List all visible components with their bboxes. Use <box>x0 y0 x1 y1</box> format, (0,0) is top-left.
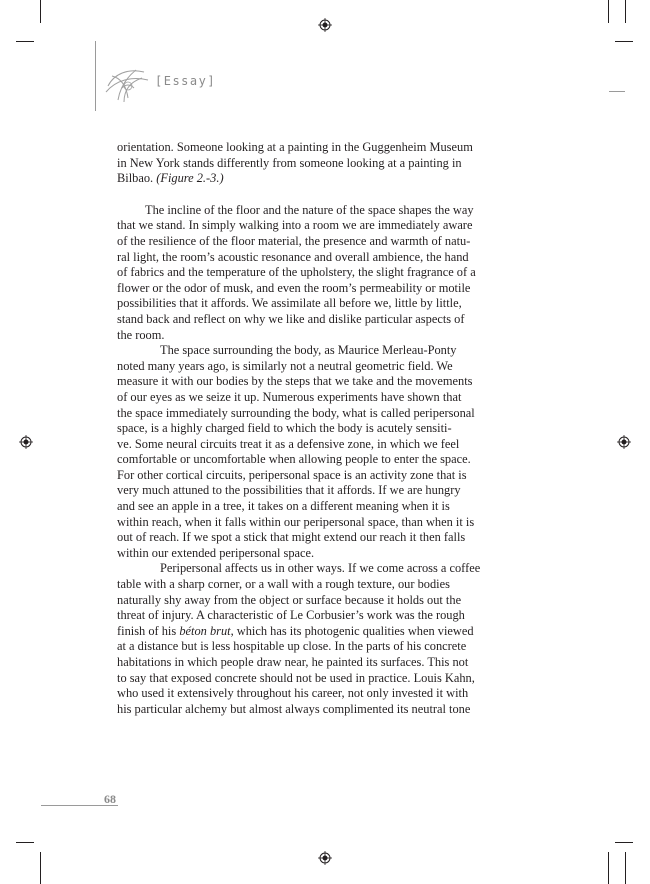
text-line-content: table with a sharp corner, or a wall with a rough texture, our bodies <box>117 577 450 592</box>
text-line <box>117 608 497 624</box>
text-line <box>117 515 497 531</box>
crop-mark-bottom-left-vertical <box>40 852 41 884</box>
crop-mark-top-right-vertical <box>608 0 609 23</box>
text-line-content: and see an apple in a tree, it takes on a different meaning when it is <box>117 499 450 514</box>
text-line <box>117 639 497 655</box>
crop-mark-top-left-vertical <box>40 0 41 23</box>
text-line <box>117 203 497 219</box>
registration-mark-top-icon <box>318 18 332 32</box>
text-line <box>117 437 497 453</box>
crop-mark-top-left-horizontal <box>16 41 34 42</box>
text-line-content: the room. <box>117 327 165 342</box>
text-line <box>117 561 497 577</box>
italic-term: béton brut <box>179 623 231 638</box>
crop-mark-top-right-horizontal <box>615 41 633 42</box>
text-line <box>117 671 497 687</box>
header-vertical-rule <box>95 41 96 111</box>
text-line <box>117 624 497 640</box>
crop-mark-bottom-right-horizontal <box>615 842 633 843</box>
text-line-content: habitations in which people draw near, he painted its surfaces. This not <box>117 655 469 669</box>
text-line-content: very much attuned to the possibilities that it affords. If we are hungry <box>117 483 461 498</box>
text-line-content: that we stand. In simply walking into a room we are immediately aware <box>117 218 473 233</box>
text-line-content: noted many years ago, is similarly not a neutral geometric field. We <box>117 358 453 373</box>
text-line <box>117 250 497 266</box>
text-line <box>117 390 497 406</box>
text-line-content: ve. Some neural circuits treat it as a defensive zone, in which we feel <box>117 436 460 451</box>
text-line <box>117 265 497 281</box>
header-right-rule <box>609 91 625 92</box>
text-line-content: space, is a highly charged field to which the body is acutely sensiti- <box>117 421 452 436</box>
crop-mark-bottom-right-vertical <box>608 852 609 884</box>
text-line-content: stand back and reflect on why we like and dislike particular aspects of <box>117 311 465 326</box>
text-line-content: at a distance but is less hospitable up close. In the parts of his concrete <box>117 639 467 654</box>
text-line <box>117 171 497 187</box>
text-line-content: within our extended peripersonal space. <box>117 545 315 560</box>
figure-reference: (Figure 2.-3.) <box>156 171 224 186</box>
page-number: 68 <box>104 792 116 806</box>
text-line <box>117 593 497 609</box>
text-line-content: who used it extensively throughout his career, not only invested it with <box>117 686 469 701</box>
text-line-content: The space surrounding the body, as Maurice Merleau-Ponty <box>160 343 457 358</box>
text-line-content: in New York stands differently from someone looking at a painting in <box>117 155 462 170</box>
registration-mark-right-icon <box>617 435 631 449</box>
text-line <box>117 530 497 546</box>
text-line-content: the space immediately surrounding the body, what is called peripersonal <box>117 405 475 420</box>
text-line-content: orientation. Someone looking at a painting in the Guggenheim Museum <box>117 140 473 154</box>
registration-mark-bottom-icon <box>318 851 332 865</box>
text-line <box>117 483 497 499</box>
text-line-content: finish of his <box>117 623 180 638</box>
text-line <box>117 296 497 312</box>
essay-body <box>117 140 497 717</box>
text-line <box>117 499 497 515</box>
text-line <box>117 577 497 593</box>
text-line <box>117 421 497 437</box>
text-line <box>117 312 497 328</box>
text-line-content: naturally shy away from the object or surface because it holds out the <box>117 592 462 607</box>
text-line <box>117 281 497 297</box>
text-line <box>117 343 497 359</box>
text-line-content: flower or the odor of musk, and even the room’s permeability or motile <box>117 280 471 295</box>
text-line-tail: , which has its photogenic qualities when viewed <box>230 623 474 638</box>
crop-mark-bottom-left-horizontal <box>16 842 34 843</box>
crop-mark-top-right-vertical-outer <box>625 0 626 23</box>
text-line-content: of our eyes as we seize it up. Numerous experiments have shown that <box>117 389 462 404</box>
text-line <box>117 546 497 562</box>
text-line-content: to say that exposed concrete should not be used in practice. Louis Kahn, <box>117 670 475 685</box>
text-line <box>117 234 497 250</box>
text-line <box>117 328 497 344</box>
text-line-content: For other cortical circuits, peripersonal space is an activity zone that is <box>117 467 467 482</box>
text-line-content: The incline of the floor and the nature of the space shapes the way <box>145 202 474 217</box>
text-line <box>117 655 497 671</box>
text-line-content: measure it with our bodies by the steps that we take and the movements <box>117 374 473 389</box>
text-line <box>117 468 497 484</box>
text-line <box>117 702 497 718</box>
text-line <box>117 218 497 234</box>
registration-mark-left-icon <box>19 435 33 449</box>
text-line-content: his particular alchemy but almost always complimented its neutral tone <box>117 701 471 716</box>
text-line <box>117 359 497 375</box>
crop-mark-bottom-right-vertical-outer <box>625 852 626 884</box>
text-line <box>117 406 497 422</box>
text-line-content: out of reach. If we spot a stick that might extend our reach it then falls <box>117 530 466 545</box>
section-label: [Essay] <box>155 74 217 88</box>
text-line-content: of fabrics and the temperature of the upholstery, the slight fragrance of a <box>117 265 476 280</box>
text-line <box>117 452 497 468</box>
text-line-content: threat of injury. A characteristic of Le Corbusier’s work was the rough <box>117 608 465 623</box>
swirl-logo-icon <box>104 64 150 104</box>
text-line-content: Peripersonal affects us in other ways. If we come across a coffee <box>160 561 481 576</box>
text-line <box>117 187 497 203</box>
text-line <box>117 156 497 172</box>
text-line-content: within reach, when it falls within our peripersonal space, than when it is <box>117 514 475 529</box>
text-line <box>117 686 497 702</box>
text-line-content: possibilities that it affords. We assimilate all before we, little by little, <box>117 296 462 311</box>
text-line-content: comfortable or uncomfortable when allowing people to enter the space. <box>117 452 471 467</box>
text-line <box>117 374 497 390</box>
text-line-content: ral light, the room’s acoustic resonance and overall ambience, the hand <box>117 249 469 264</box>
text-line <box>117 140 497 156</box>
text-line-content: Bilbao. <box>117 171 157 186</box>
text-line-content: of the resilience of the floor material, the presence and warmth of natu- <box>117 233 471 248</box>
